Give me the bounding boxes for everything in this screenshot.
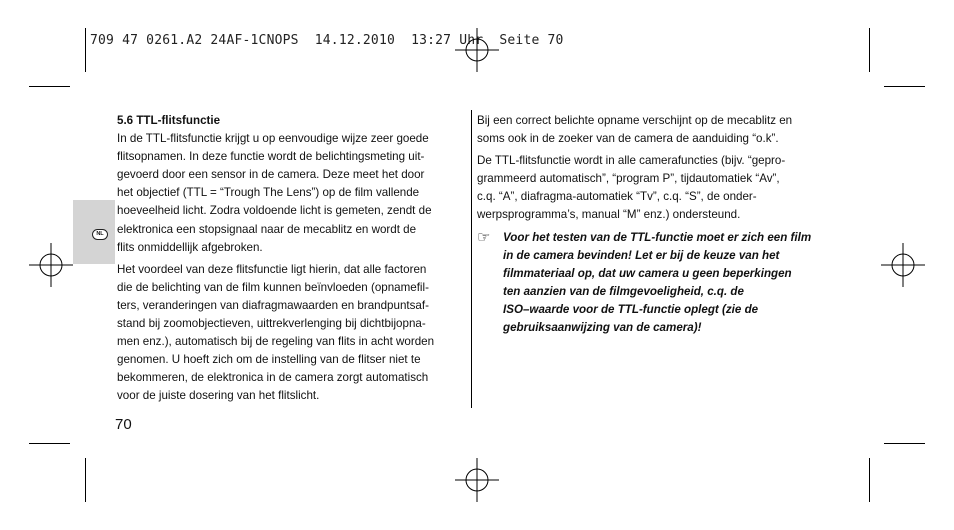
text-line: soms ook in de zoeker van de camera de aanduiding “o.k”. [477, 132, 779, 146]
note-line: filmmateriaal op, dat uw camera u geen beperkingen [503, 266, 792, 280]
text-line: bekommeren, de elektronica in de camera zorgt automatisch [117, 371, 429, 385]
note-line: Voor het testen van de TTL-functie moet er zich een film [503, 230, 812, 244]
section-heading: 5.6 TTL-flitsfunctie [117, 114, 221, 127]
pointing-hand-icon: ☞ [477, 228, 491, 246]
text-line: c.q. “A”, diafragma-automatiek “Tv”, c.q. “S”, de onder- [477, 190, 757, 204]
paragraph-ok-indicator [477, 112, 827, 148]
note-line: ten aanzien van de filmgevoeligheid, c.q. de [503, 284, 744, 298]
registration-mark-left [29, 243, 73, 287]
note-block [477, 229, 827, 338]
text-line: het objectief (TTL = “Trough The Lens”) op de film vallende [117, 186, 420, 200]
language-badge: NL [92, 229, 108, 240]
paragraph-camera-modes [477, 152, 827, 224]
text-line: gevoerd door een sensor in de camera. Deze meet het door [117, 168, 425, 182]
note-line: gebruiksaanwijzing van de camera)! [503, 321, 702, 335]
column-divider [471, 110, 472, 408]
text-line: grammeerd automatisch”, “program P”, tijdautomatiek “Av”, [477, 172, 780, 186]
text-line: Het voordeel van deze flitsfunctie ligt hierin, dat alle factoren [117, 262, 427, 276]
registration-mark-bottom [455, 458, 499, 502]
text-line: hoeveelheid licht. Zodra voldoende licht is gemeten, zendt de [117, 204, 432, 218]
text-line: stand bij zoomobjectieven, uittrekverlenging bij dichtbijopna- [117, 317, 426, 331]
page-number: 70 [115, 416, 132, 433]
text-line: genomen. U hoeft zich om de instelling van de flitser niet te [117, 353, 421, 367]
right-column [477, 112, 827, 337]
text-line: ters, veranderingen van diafragmawaarden en brandpuntsaf- [117, 298, 429, 312]
text-line: flits onmiddellijk afgebroken. [117, 240, 263, 254]
text-line: werpsprogramma’s, manual “M” enz.) ondersteund. [477, 208, 741, 222]
paragraph-advantage [117, 261, 466, 406]
text-line: Bij een correct belichte opname verschijnt op de mecablitz en [477, 114, 793, 127]
registration-mark-top [455, 28, 499, 72]
text-line: voor de juiste dosering van het flitslicht. [117, 389, 320, 403]
note-line: in de camera bevinden! Let er bij de keuze van het [503, 248, 780, 262]
paragraph-intro [117, 130, 466, 257]
text-line: De TTL-flitsfunctie wordt in alle camerafuncties (bijv. “gepro- [477, 154, 786, 168]
note-line: ISO–waarde voor de TTL-functie oplegt (zie de [503, 302, 759, 316]
registration-mark-right [881, 243, 925, 287]
text-line: flitsopnamen. In deze functie wordt de belichtingsmeting uit- [117, 150, 425, 164]
text-line: die de belichting van de film kunnen beïnvloeden (opnamefil- [117, 280, 429, 294]
text-line: In de TTL-flitsfunctie krijgt u op eenvoudige wijze zeer goede [117, 132, 429, 146]
text-line: elektronica een stopsignaal naar de mecablitz en wordt de [117, 222, 417, 236]
print-slug: 709 47 0261.A2 24AF-1CNOPS 14.12.2010 13:27 Uhr Seite 70 [90, 33, 564, 48]
text-line: men enz.), automatisch bij de regeling van flits in acht worden [117, 335, 435, 349]
left-column [117, 112, 466, 406]
